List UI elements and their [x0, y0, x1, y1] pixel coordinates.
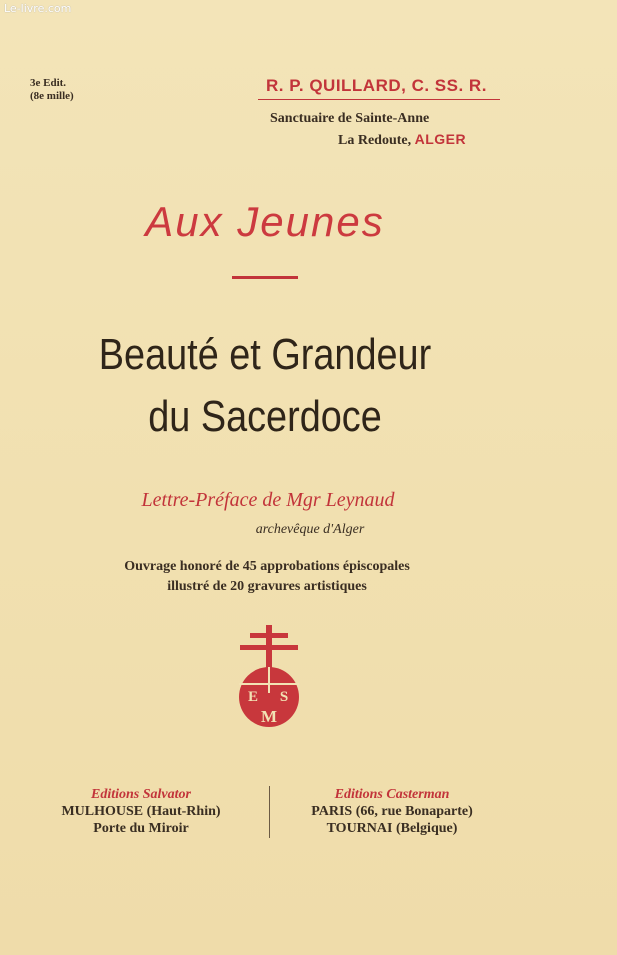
- book-title-line1: Beauté et Grandeur: [98, 330, 432, 379]
- cover-heading: Aux Jeunes: [145, 198, 385, 245]
- book-details: [0, 557, 534, 597]
- publisher-left-city: MULHOUSE (Haut-Rhin): [61, 804, 221, 819]
- book-title: [37, 324, 493, 448]
- author-location-street: La Redoute,: [338, 133, 412, 148]
- ssm-seal-icon: [239, 667, 299, 727]
- publisher-right-name: Editions Casterman: [334, 787, 450, 802]
- edition-note: [30, 77, 100, 103]
- author-name: R. P. QUILLARD, C. SS. R.: [266, 76, 487, 95]
- edition-number: 3e Edit.: [30, 77, 67, 89]
- author-location-line1: Sanctuaire de Sainte-Anne: [270, 111, 430, 126]
- author-underline: [258, 99, 500, 100]
- emblem-letter-s: S: [279, 689, 289, 705]
- author-location-city: ALGER: [414, 131, 467, 147]
- author-location-line2: [338, 131, 466, 149]
- approbations-line: Ouvrage honoré de 45 approbations épiscopales: [124, 559, 410, 574]
- book-title-line2: du Sacerdoce: [148, 392, 382, 441]
- publisher-right-city: PARIS (66, rue Bonaparte): [311, 804, 473, 819]
- publisher-right-address: TOURNAI (Belgique): [326, 821, 458, 836]
- publisher-emblem: [236, 625, 302, 735]
- emblem-letter-m: M: [260, 707, 278, 726]
- heading-divider: [232, 276, 298, 279]
- emblem-letter-e: E: [247, 689, 259, 705]
- preface-credit: Lettre-Préface de Mgr Leynaud: [141, 489, 395, 511]
- illustrations-line: illustré de 20 gravures artistiques: [167, 579, 367, 594]
- publisher-salvator: [28, 786, 254, 837]
- publisher-divider: [269, 786, 270, 838]
- edition-thousand: (8e mille): [30, 90, 74, 102]
- publisher-left-address: Porte du Miroir: [93, 821, 189, 836]
- watermark: Le-livre.com: [4, 2, 72, 15]
- preface-author-role: archevêque d'Alger: [255, 522, 365, 537]
- publisher-left-name: Editions Salvator: [91, 787, 191, 802]
- publisher-casterman: [274, 786, 510, 837]
